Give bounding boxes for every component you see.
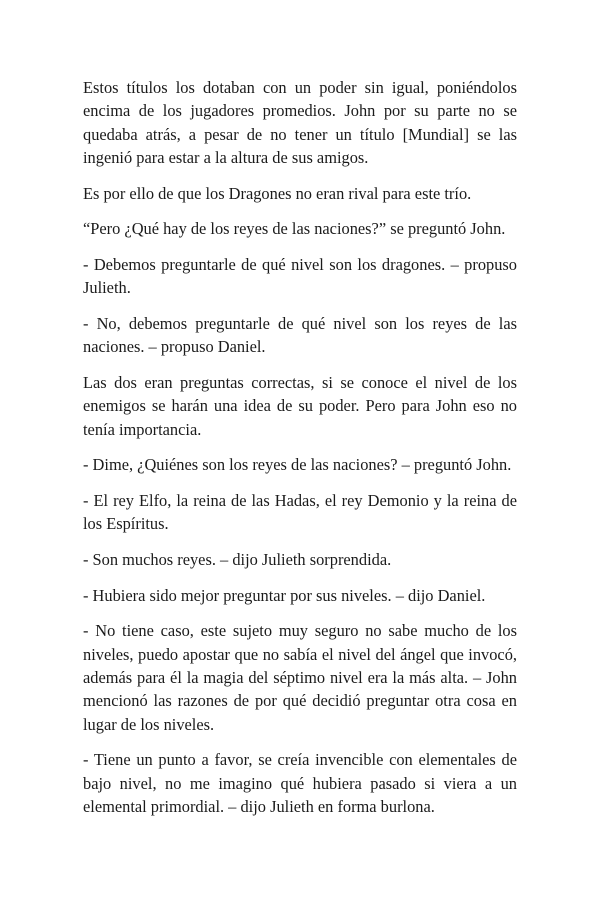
paragraph-julieth-proposal: - Debemos preguntarle de qué nivel son los dragones. – propuso Julieth. xyxy=(83,255,517,298)
book-page-text xyxy=(83,76,517,831)
paragraph-john-thought: “Pero ¿Qué hay de los reyes de las naciones?” se preguntó John. xyxy=(83,219,506,239)
paragraph-many-kings: - Son muchos reyes. – dijo Julieth sorprendida. xyxy=(83,550,392,569)
paragraph-titles-power: Estos títulos los dotaban con un poder sin igual, poniéndolos encima de los jugadores promedios. John por su parte no se quedaba atrás, a pesar de no tener un título [Mundial] se las ingenió para estar a la altura de sus amigos. xyxy=(83,78,517,168)
paragraph-john-question: - Dime, ¿Quiénes son los reyes de las naciones? – preguntó John. xyxy=(83,455,512,475)
paragraph-john-reasons: - No tiene caso, este sujeto muy seguro no sabe mucho de los niveles, puedo apostar que no sabía el nivel del ángel que invocó, además para él la magia del séptimo nivel era la más alta. – John mencionó las razones de por qué decidió preguntar otra cosa en lugar de los niveles. xyxy=(83,621,517,734)
paragraph-daniel-proposal: - No, debemos preguntarle de qué nivel son los reyes de las naciones. – propuso Daniel. xyxy=(83,314,517,357)
paragraph-daniel-levels: - Hubiera sido mejor preguntar por sus niveles. – dijo Daniel. xyxy=(83,585,486,605)
paragraph-kings-list: - El rey Elfo, la reina de las Hadas, el rey Demonio y la reina de los Espíritus. xyxy=(83,491,517,534)
paragraph-both-questions: Las dos eran preguntas correctas, si se conoce el nivel de los enemigos se harán una idea de su poder. Pero para John eso no tenía importancia. xyxy=(83,373,517,439)
paragraph-julieth-mocking: - Tiene un punto a favor, se creía invencible con elementales de bajo nivel, no me imagino qué hubiera pasado si viera a un elemental primordial. – dijo Julieth en forma burlona. xyxy=(83,750,517,817)
paragraph-dragons-no-rival: Es por ello de que los Dragones no eran rival para este trío. xyxy=(83,183,472,203)
